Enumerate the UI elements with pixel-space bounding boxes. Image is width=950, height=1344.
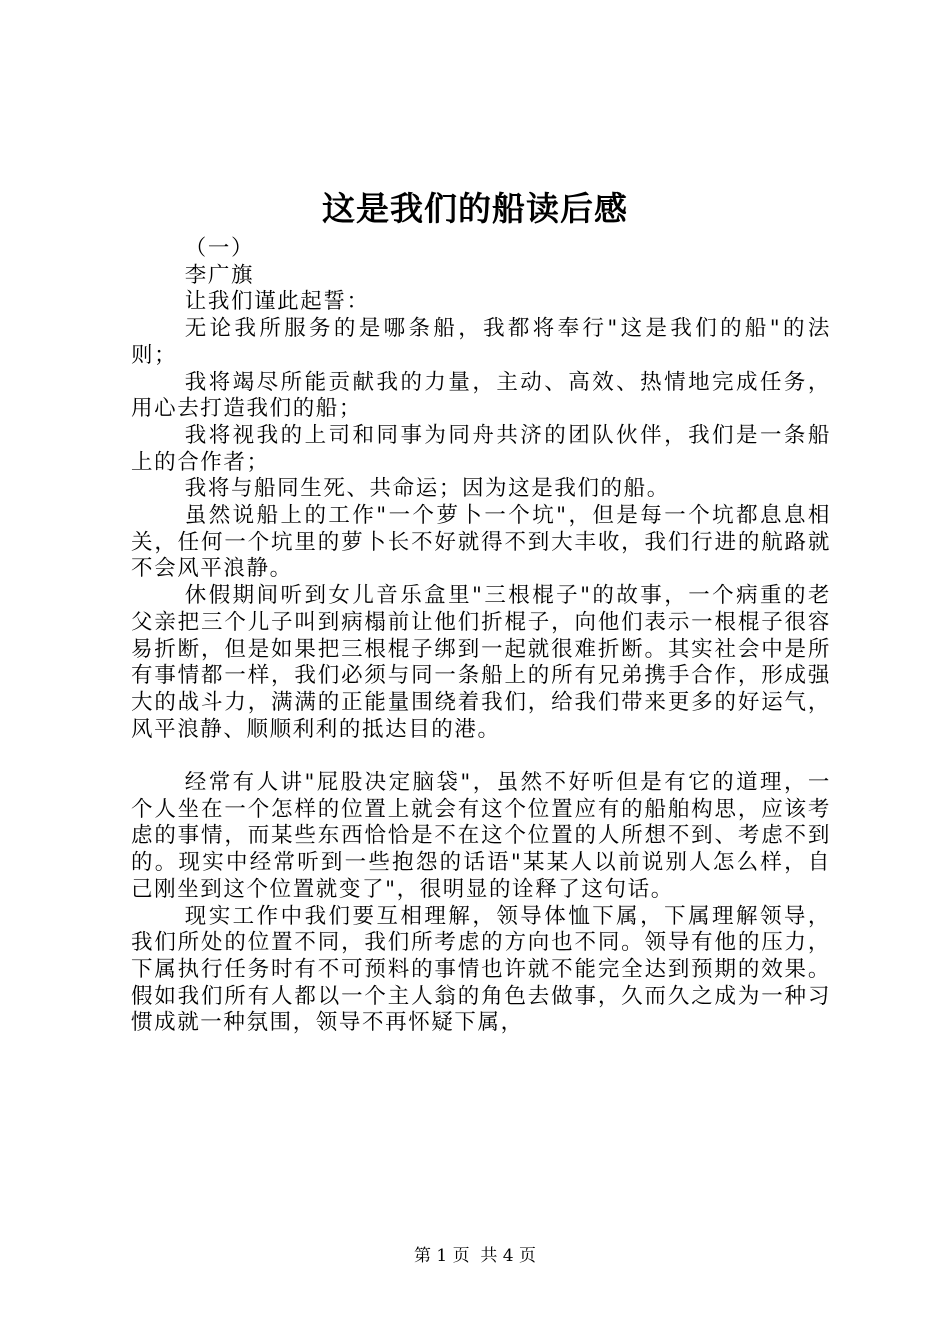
section-number: （一） — [184, 236, 255, 261]
document-title: 这是我们的船读后感 — [322, 189, 628, 228]
document-body — [131, 236, 831, 1037]
oath-line-1: 无论我所服务的是哪条船，我都将奉行"这是我们的船"的法则； — [131, 316, 831, 368]
oath-line-2: 我将竭尽所能贡献我的力量，主动、高效、热情地完成任务，用心去打造我们的船； — [131, 369, 831, 422]
body-paragraph: 经常有人讲"屁股决定脑袋"，虽然不好听但是有它的道理，一个人坐在一个怎样的位置上就会有这个位置应有的船舶构思，应该考虑的事情，而某些东西恰恰是不在这个位置的人所想不到、考虑不到的。现实中经常听到一些抱怨的话语"某某人以前说别人怎么样，自己刚坐到这个位置就变了"，很明显的诠释了这句话。 — [131, 770, 831, 902]
body-paragraph: 现实工作中我们要互相理解，领导体恤下属，下属理解领导，我们所处的位置不同，我们所考虑的方向也不同。领导有他的压力，下属执行任务时有不可预料的事情也许就不能完全达到预期的效果。假如我们所有人都以一个主人翁的角色去做事，久而久之成为一种习惯成就一种氛围，领导不再怀疑下属， — [131, 903, 831, 1036]
author-name: 李广旗 — [184, 262, 255, 288]
oath-line-3: 我将视我的上司和同事为同舟共济的团队伙伴，我们是一条船上的合作者； — [131, 422, 831, 475]
oath-intro: 让我们谨此起誓： — [184, 289, 370, 315]
body-paragraph: 虽然说船上的工作"一个萝卜一个坑"，但是每一个坑都息息相关，任何一个坑里的萝卜长不好就得不到大丰收，我们行进的航路就不会风平浪静。 — [131, 503, 831, 582]
paragraph-spacer — [131, 743, 831, 770]
body-paragraph: 休假期间听到女儿音乐盒里"三根棍子"的故事，一个病重的老父亲把三个儿子叫到病榻前让他们折棍子，向他们表示一根棍子很容易折断，但是如果把三根棍子绑到一起就很难折断。其实社会中是所有事情都一样，我们必须与同一条船上的所有兄弟携手合作，形成强大的战斗力，满满的正能量围绕着我们，给我们带来更多的好运气，风平浪静、顺顺利利的抵达目的港。 — [131, 583, 831, 742]
oath-line-4: 我将与船同生死、共命运；因为这是我们的船。 — [184, 476, 670, 502]
page-number: 第 1 页 共 4 页 — [413, 1246, 537, 1266]
page-footer — [0, 1245, 950, 1267]
